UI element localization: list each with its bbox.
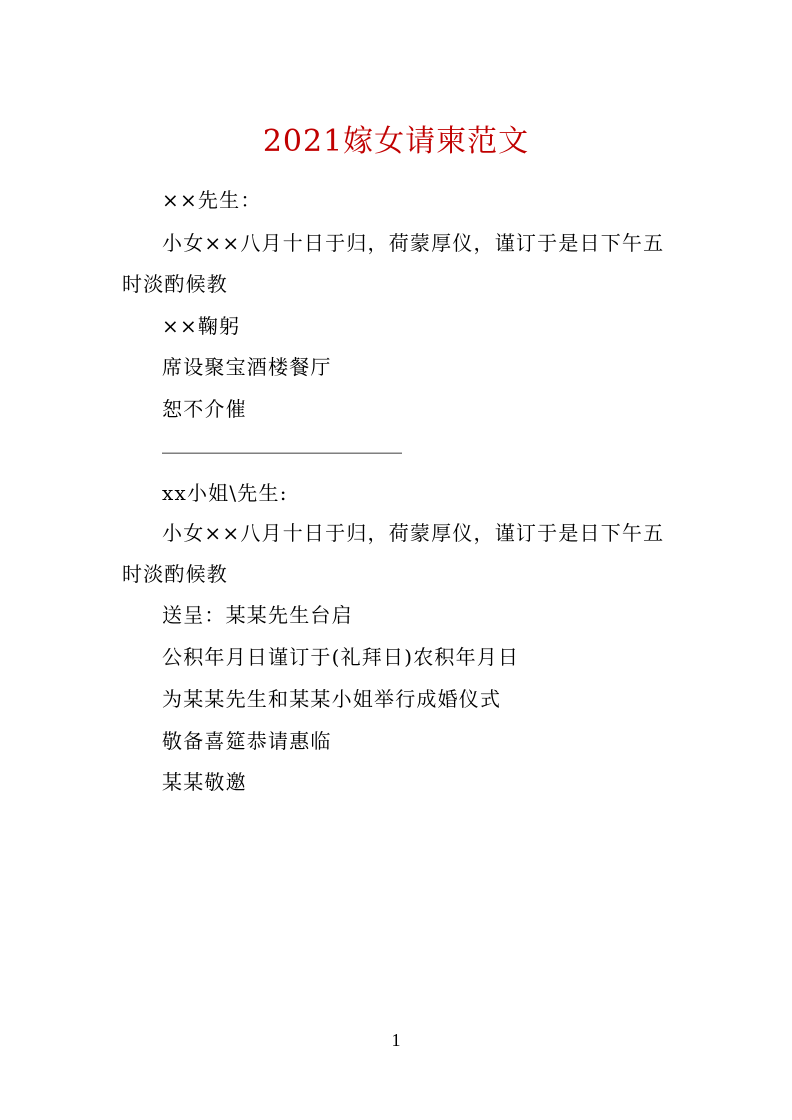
date-line: 公积年月日谨订于(礼拜日)农积年月日 (162, 645, 520, 669)
addressee-line: 送呈：某某先生台启 (162, 603, 353, 627)
ceremony-line: 为某某先生和某某小姐举行成婚仪式 (162, 687, 502, 711)
signature-line: 某某敬邀 (162, 770, 247, 794)
page-title: 2021嫁女请柬范文 (262, 124, 530, 159)
body-line-3: 小女××八月十日于归，荷蒙厚仪，谨订于是日下午五 (162, 521, 665, 545)
body-line-4: 时淡酌候教 (122, 562, 228, 586)
venue-line: 席设聚宝酒楼餐厅 (162, 355, 332, 379)
page-number: 1 (391, 1030, 401, 1050)
salutation-1: ××先生： (162, 188, 262, 212)
body-line-2: 时淡酌候教 (122, 272, 228, 296)
salutation-2: xx小姐\先生: (162, 481, 288, 505)
invitation-line: 敬备喜筵恭请惠临 (162, 729, 332, 753)
body-line-1: 小女××八月十日于归，荷蒙厚仪，谨订于是日下午五 (162, 231, 665, 255)
separator-line: ________________________ (162, 430, 402, 454)
closing-1: ××鞠躬 (162, 314, 241, 338)
closing-2: 恕不介催 (162, 397, 247, 421)
